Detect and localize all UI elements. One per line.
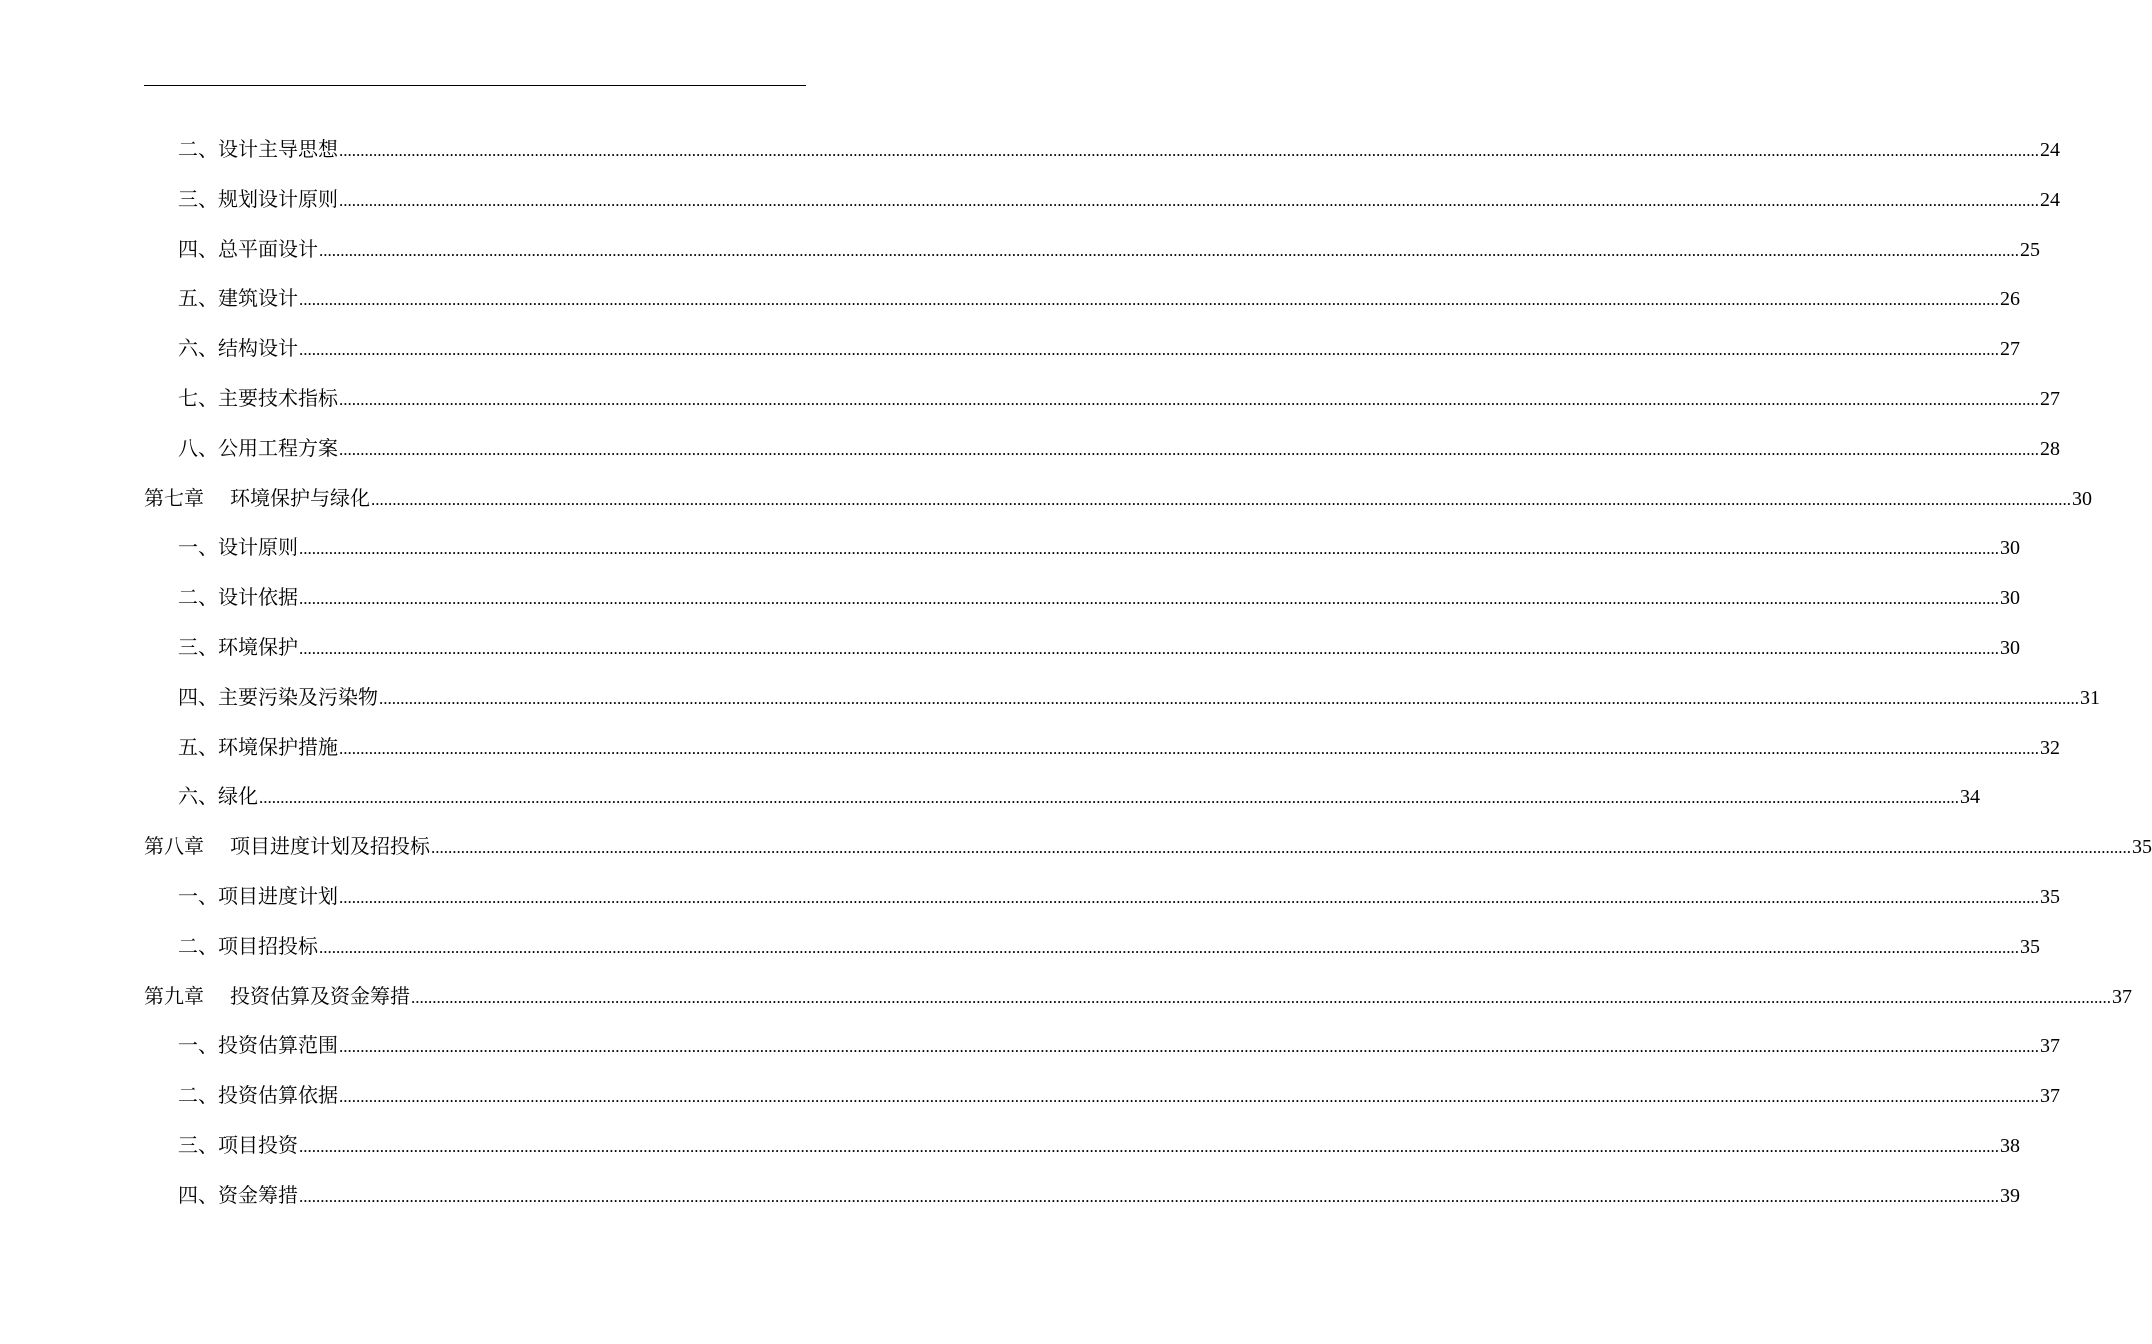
toc-chapter-entry[interactable] (144, 474, 2092, 524)
toc-entry-title: 二、项目招投标 (178, 933, 318, 958)
toc-entry-title: 五、建筑设计 (178, 286, 298, 311)
toc-leader-dots: ................................................................................................................................................................................................................................................................................................................................................................................................................ (319, 240, 2019, 260)
toc-leader-dots: ................................................................................................................................................................................................................................................................................................................................................................................................................ (339, 887, 2039, 907)
toc-entry-title: 一、设计原则 (178, 535, 298, 560)
toc-section-entry[interactable] (144, 374, 2060, 424)
toc-page-number: 37 (2040, 1035, 2060, 1058)
toc-entry-title: 六、绿化 (178, 784, 258, 809)
toc-section-entry[interactable] (144, 175, 2060, 225)
toc-entry-title: 四、总平面设计 (178, 236, 318, 261)
toc-leader-dots: ................................................................................................................................................................................................................................................................................................................................................................................................................ (339, 1087, 2039, 1107)
toc-section-entry[interactable] (144, 1171, 2020, 1221)
toc-chapter-title: 项目进度计划及招投标 (230, 834, 430, 859)
toc-section-entry[interactable] (144, 125, 2060, 175)
toc-entry-title: 二、投资估算依据 (178, 1083, 338, 1108)
toc-entry-title: 八、公用工程方案 (178, 435, 338, 460)
toc-leader-dots: ................................................................................................................................................................................................................................................................................................................................................................................................................ (299, 1186, 1999, 1206)
toc-page-number: 24 (2040, 188, 2060, 211)
toc-page-number: 31 (2080, 686, 2100, 709)
toc-leader-dots: ................................................................................................................................................................................................................................................................................................................................................................................................................ (339, 190, 2039, 210)
toc-leader-dots: ................................................................................................................................................................................................................................................................................................................................................................................................................ (339, 738, 2039, 758)
toc-section-entry[interactable] (144, 1121, 2020, 1171)
table-of-contents (144, 125, 2152, 1221)
toc-page-number: 24 (2040, 139, 2060, 161)
toc-chapter-number: 第七章 (144, 485, 204, 510)
toc-chapter-entry[interactable] (144, 822, 2152, 872)
toc-section-entry[interactable] (144, 872, 2060, 922)
toc-section-entry[interactable] (144, 922, 2040, 972)
toc-entry-title: 四、资金筹措 (178, 1182, 298, 1207)
toc-entry-title: 七、主要技术指标 (178, 385, 338, 410)
toc-leader-dots: ................................................................................................................................................................................................................................................................................................................................................................................................................ (299, 1136, 1999, 1156)
toc-leader-dots: ................................................................................................................................................................................................................................................................................................................................................................................................................ (299, 589, 1999, 609)
toc-entry-title: 二、设计主导思想 (178, 137, 338, 161)
toc-page-number: 28 (2040, 437, 2060, 460)
toc-page-number: 38 (2000, 1134, 2020, 1157)
toc-leader-dots: ................................................................................................................................................................................................................................................................................................................................................................................................................ (411, 987, 2111, 1007)
toc-leader-dots: ................................................................................................................................................................................................................................................................................................................................................................................................................ (299, 340, 1999, 360)
toc-entry-title: 五、环境保护措施 (178, 734, 338, 759)
toc-chapter-title: 环境保护与绿化 (230, 485, 370, 510)
toc-leader-dots: ................................................................................................................................................................................................................................................................................................................................................................................................................ (339, 141, 2039, 160)
toc-chapter-entry[interactable] (144, 972, 2132, 1022)
toc-leader-dots: ................................................................................................................................................................................................................................................................................................................................................................................................................ (259, 788, 1959, 808)
toc-leader-dots: ................................................................................................................................................................................................................................................................................................................................................................................................................ (299, 290, 1999, 310)
toc-entry-title: 三、规划设计原则 (178, 186, 338, 211)
toc-page-number: 30 (2072, 487, 2092, 510)
toc-section-entry[interactable] (144, 1021, 2060, 1071)
toc-chapter-number: 第九章 (144, 983, 204, 1008)
toc-page-number: 26 (2000, 288, 2020, 311)
toc-page-number: 37 (2112, 985, 2132, 1008)
toc-leader-dots: ................................................................................................................................................................................................................................................................................................................................................................................................................ (339, 1037, 2039, 1057)
toc-section-entry[interactable] (144, 673, 2100, 723)
toc-entry-title: 三、项目投资 (178, 1132, 298, 1157)
toc-chapter-number: 第八章 (144, 834, 204, 859)
toc-entry-title: 一、投资估算范围 (178, 1033, 338, 1058)
toc-leader-dots: ................................................................................................................................................................................................................................................................................................................................................................................................................ (339, 439, 2039, 459)
toc-page-number: 27 (2040, 387, 2060, 410)
toc-page-number: 32 (2040, 736, 2060, 759)
header-rule (144, 85, 806, 86)
toc-entry-title: 四、主要污染及污染物 (178, 684, 378, 709)
toc-leader-dots: ................................................................................................................................................................................................................................................................................................................................................................................................................ (299, 539, 1999, 559)
toc-page-number: 35 (2132, 836, 2152, 859)
toc-page-number: 39 (2000, 1184, 2020, 1207)
toc-page-number: 34 (1960, 786, 1980, 809)
toc-page-number: 27 (2000, 338, 2020, 361)
toc-page-number: 25 (2020, 238, 2040, 261)
toc-section-entry[interactable] (144, 324, 2020, 374)
toc-page-number: 30 (2000, 636, 2020, 659)
toc-section-entry[interactable] (144, 723, 2060, 773)
toc-leader-dots: ................................................................................................................................................................................................................................................................................................................................................................................................................ (299, 638, 1999, 658)
toc-section-entry[interactable] (144, 573, 2020, 623)
toc-chapter-title: 投资估算及资金筹措 (230, 983, 410, 1008)
toc-page-number: 35 (2020, 935, 2040, 958)
toc-section-entry[interactable] (144, 623, 2020, 673)
toc-section-entry[interactable] (144, 523, 2020, 573)
toc-leader-dots: ................................................................................................................................................................................................................................................................................................................................................................................................................ (339, 389, 2039, 409)
toc-page-number: 37 (2040, 1085, 2060, 1108)
toc-section-entry[interactable] (144, 424, 2060, 474)
toc-section-entry[interactable] (144, 274, 2020, 324)
toc-entry-title (144, 474, 370, 524)
toc-entry-title: 六、结构设计 (178, 336, 298, 361)
toc-leader-dots: ................................................................................................................................................................................................................................................................................................................................................................................................................ (379, 688, 2079, 708)
toc-page-number: 35 (2040, 885, 2060, 908)
toc-page-number: 30 (2000, 537, 2020, 560)
toc-page-number: 30 (2000, 587, 2020, 610)
toc-leader-dots: ................................................................................................................................................................................................................................................................................................................................................................................................................ (371, 489, 2071, 509)
toc-entry-title: 二、设计依据 (178, 585, 298, 610)
toc-entry-title: 一、项目进度计划 (178, 883, 338, 908)
toc-entry-title: 三、环境保护 (178, 634, 298, 659)
toc-section-entry[interactable] (144, 225, 2040, 275)
toc-leader-dots: ................................................................................................................................................................................................................................................................................................................................................................................................................ (431, 838, 2131, 858)
toc-leader-dots: ................................................................................................................................................................................................................................................................................................................................................................................................................ (319, 937, 2019, 957)
toc-section-entry[interactable] (144, 772, 1980, 822)
toc-section-entry[interactable] (144, 1071, 2060, 1121)
toc-entry-title (144, 822, 430, 872)
toc-entry-title (144, 972, 410, 1022)
